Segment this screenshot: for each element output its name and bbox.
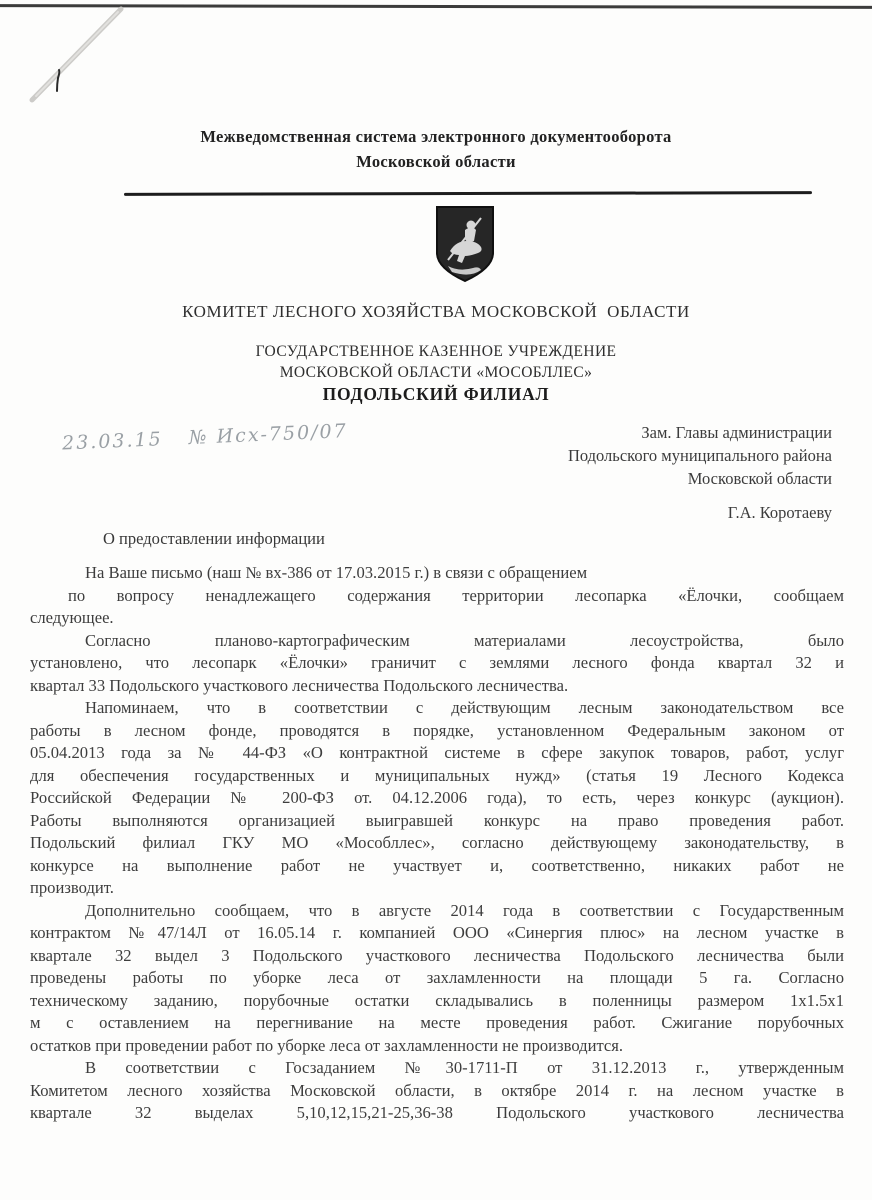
fold-crease-highlight: [36, 12, 118, 96]
addressee-line: Московской области: [687, 469, 832, 488]
body-line: квартале 32 выделах 5,10,12,15,21-25,36-38 Подольского участкового лесничества: [30, 1103, 844, 1122]
body-line: контрактом №47/14Л от 16.05.14 г. компанией ООО «Синергия плюс» на лесном участке в: [30, 923, 844, 942]
body-line: м с оставлением на перегнивание на месте проведения работ. Сжигание порубочных: [30, 1013, 844, 1032]
body-line: Российской Федерации № 200-ФЗ от. 04.12.2006 года), то есть, через конкурс (аукцион).: [30, 788, 844, 807]
handwritten-date: 23.03.15: [61, 428, 164, 455]
pen-mark-1: [57, 70, 59, 91]
system-header-line2: Московской области: [356, 152, 516, 171]
body-line: остатков при проведении работ по уборке леса от захламленности не производится.: [30, 1035, 624, 1055]
body-line: В соответствии с Госзаданием №30-1711-П от 31.12.2013 г., утвержденным: [85, 1058, 844, 1077]
body-line: квартал 33 Подольского участкового лесничества Подольского лесничества.: [30, 675, 569, 695]
organization-line1: ГОСУДАРСТВЕННОЕ КАЗЕННОЕ УЧРЕЖДЕНИЕ: [255, 343, 617, 360]
body-line: работы в лесном фонде, проводятся в порядке, установленном Федеральным законом от: [30, 720, 844, 740]
committee-title: КОМИТЕТ ЛЕСНОГО ХОЗЯЙСТВА МОСКОВСКОЙ ОБЛАСТИ: [182, 302, 690, 321]
body-line: по вопросу ненадлежащего содержания территории лесопарка «Ёлочки, сообщаем: [68, 585, 844, 605]
addressee-name: Г.А. Коротаеву: [727, 503, 832, 522]
subject-line: О предоставлении информации: [103, 529, 325, 548]
addressee-line: Зам. Главы администрации: [641, 423, 832, 442]
organization-line2: МОСКОВСКОЙ ОБЛАСТИ «МОСОБЛЛЕС»: [279, 364, 593, 381]
header-separator-line: [124, 191, 812, 196]
body-line: конкурсе на выполнение работ не участвует и, соответственно, никаких работ не: [30, 855, 844, 875]
fold-crease-line: [32, 9, 121, 100]
body-line: Работы выполняются организацией выигравшей конкурс на право проведения работ.: [30, 810, 844, 830]
system-header: [0, 124, 872, 174]
moscow-oblast-coat-of-arms-icon: [434, 204, 496, 284]
addressee-line: Подольского муниципального района: [567, 446, 832, 465]
handwritten-reference: [62, 419, 363, 454]
handwritten-number: № Исх-750/07: [188, 420, 349, 450]
body-line: Подольский филиал ГКУ МО «Мособллес», согласно действующему законодательству, в: [30, 833, 844, 852]
letter-body: [30, 562, 844, 1125]
body-line: техническому заданию, порубочные остатки складывались в поленницы размером 1х1.5х1: [30, 990, 844, 1010]
body-line: 05.04.2013 года за № 44-ФЗ «О контрактной системе в сфере закупок товаров, работ, услуг: [30, 743, 844, 762]
body-line: Согласно планово-картографическим материалами лесоустройства, было: [85, 630, 844, 650]
body-line: для обеспечения государственных и муниципальных нужд» (статья 19 Лесного Кодекса: [30, 765, 844, 785]
system-header-line1: Межведомственная система электронного документооборота: [200, 127, 672, 146]
body-line: Дополнительно сообщаем, что в августе 2014 года в соответствии с Государственным: [85, 900, 844, 920]
addressee-block: [412, 421, 832, 490]
body-line: Комитетом лесного хозяйства Московской области, в октябре 2014 г. на лесном участке в: [30, 1080, 844, 1100]
body-line: установлено, что лесопарк «Ёлочки» граничит с землями лесного фонда квартал 32 и: [30, 653, 844, 672]
organization-block: [0, 341, 872, 405]
body-line: На Ваше письмо (наш № вх-386 от 17.03.2015 г.) в связи с обращением: [85, 563, 588, 582]
body-line: проведены работы по уборке леса от захламленности на площади 5 га. Согласно: [30, 968, 844, 987]
scan-edge-line: [0, 4, 872, 9]
body-line: производит.: [30, 878, 114, 897]
body-line: квартале 32 выдел 3 Подольского участкового лесничества Подольского лесничества были: [30, 945, 844, 965]
branch-title: ПОДОЛЬСКИЙ ФИЛИАЛ: [322, 384, 550, 404]
body-line: Напоминаем, что в соответствии с действующим лесным законодательством все: [85, 698, 844, 717]
body-line: следующее.: [30, 608, 114, 627]
